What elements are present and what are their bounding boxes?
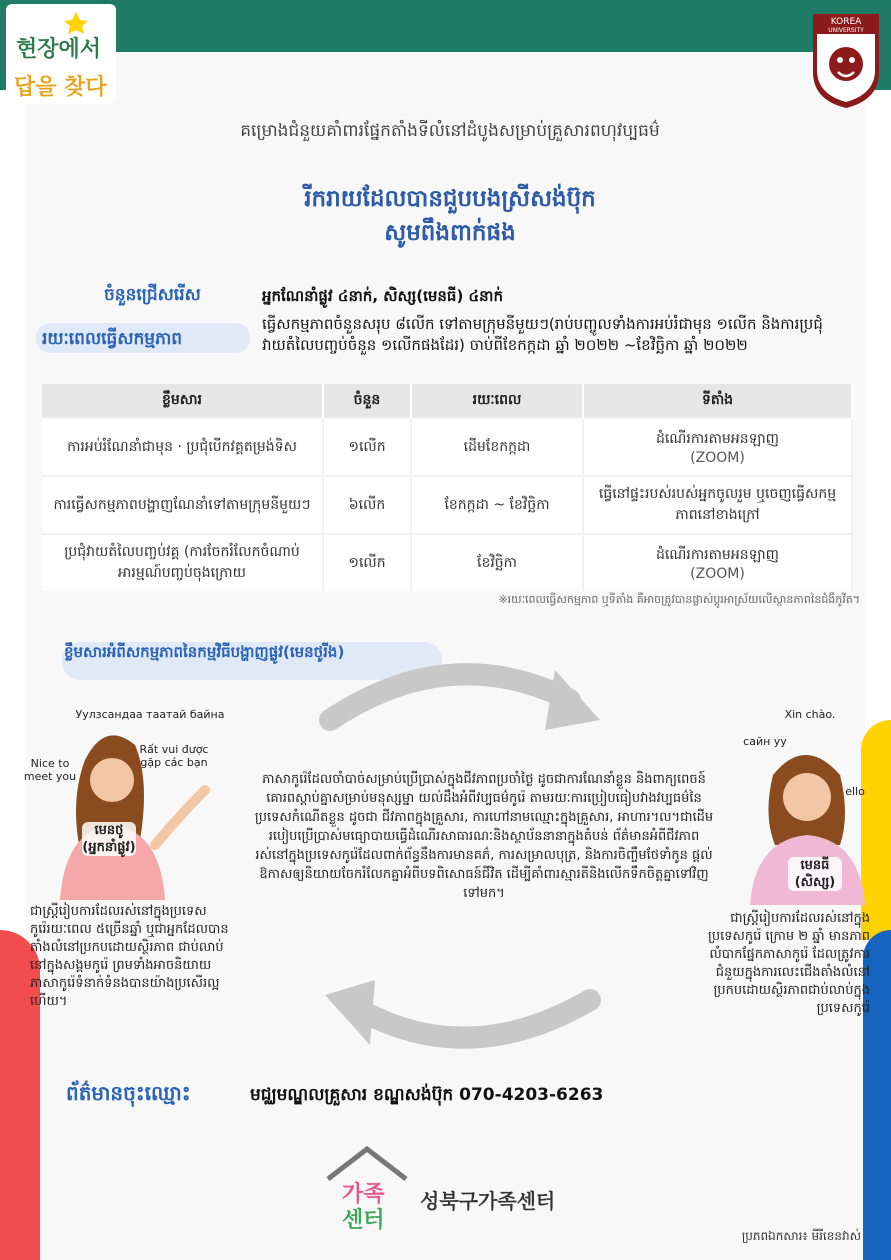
greeting-xinchao: Xin chào.	[784, 708, 836, 721]
cell-content: ការធ្វើសកម្មភាពបង្ហាញណែនាំទៅតាមក្រុមនីមួយៗ	[42, 476, 323, 534]
col-header-content: ខ្លឹមសារ	[42, 384, 323, 418]
title-line-1: រីករាយដែលបានជួបបងស្រីសង់ប៊ុក	[304, 186, 596, 212]
svg-text:센터: 센터	[342, 1208, 385, 1230]
greeting-mongolian-2: сайн уу	[743, 735, 787, 748]
table-row	[42, 418, 852, 476]
cell-place	[583, 476, 852, 534]
cell-period: ខែកក្កដា ~ ខែវិច្ឆិកា	[411, 476, 583, 534]
section-label: ខ្លឹមសារអំពីសកម្មភាពនៃកម្មវិធីបង្ហាញផ្លូវ(មេនថូរីង)	[64, 643, 345, 661]
korea-university-logo	[811, 12, 881, 110]
place-text: ដំណើរការតាមអនឡាញ	[655, 430, 780, 447]
cell-content: ប្រជុំវាយតំលៃបញ្ចប់វគ្គ (ការចែករំលែកចំណាប់អារម្មណ៍បញ្ចប់ចុងក្រោយ	[42, 534, 323, 591]
schedule-note: ※រយៈពេលធ្វើសកម្មភាព ឬទីតាំង គឺអាចត្រូវបានផ្លាស់ប្តូរអាស្រ័យលើស្ថានភាពនៃជំងឺកូវីត។	[498, 593, 860, 606]
svg-text:UNIVERSITY: UNIVERSITY	[828, 27, 864, 34]
title-line-2: សូមពឹងពាក់ផង	[384, 220, 516, 246]
author-credit: ប្រភពឯកសារ៖ មីរីខេនវាស់	[741, 1229, 861, 1243]
greeting-hello: ello	[845, 785, 865, 798]
recruit-label: ចំនួនជ្រើសរើស	[104, 285, 201, 305]
cell-place	[583, 534, 852, 591]
svg-text:가족: 가족	[342, 1182, 385, 1207]
place-zoom: (ZOOM)	[690, 565, 745, 582]
mentee-description: ជាស្ត្រីរៀបការដែលរស់នៅក្នុងប្រទេសកូរ៉េ ក្រោម ២ ឆ្នាំ មានភាពលំបាកផ្នែកភាសាកូរ៉េ ដែលត្រូវការជំនួយក្នុងការលេះជើងតាំងលំនៅប្រកបដោយស្ថិរភាពជាប់លាប់ក្នុងប្រទេសកូរ៉េ	[707, 911, 870, 1016]
registration-value: មជ្ឈមណ្ឌលគ្រួសារ ខណ្ឌសង់ប៊ុក 070-4203-6263	[250, 1085, 604, 1105]
period-label: រយៈពេលធ្វើសកម្មភាព	[42, 329, 183, 349]
col-header-count: ចំនួន	[323, 384, 411, 418]
mentor-description: ជាស្ត្រីរៀបការដែលរស់នៅក្នុងប្រទេសកូរ៉េរយៈពេល ៥ច្រើនឆ្នាំ ឬជាអ្នកដែលបានតាំងលំនៅប្រកបដោយស្ថិរភាព ជាប់លាប់នៅក្នុងសង្គមកូរ៉េ ព្រមទាំងអាចនិយាយភាសាកូរ៉េទំនាក់ទំនងបានយ៉ាងប្រសើរល្អហើយ។	[30, 904, 229, 1009]
table-row	[42, 476, 852, 534]
greeting-vietnamese: Rất vui được gặp các bạn	[139, 743, 209, 769]
cell-count: ១លើក	[323, 418, 411, 476]
activity-description: ភាសាកូរ៉េដែលចាំបាច់សម្រាប់ប្រើប្រាស់ក្នុងជីវភាពប្រចាំថ្ងៃ ដូចជាការណែនាំខ្លួន និងពាក្យពេចន៍គោរពស្តាប់គ្នាសម្រាប់មនុស្សម្នា យល់ដឹងអំពីវប្បធម៌កូរ៉េ តាមរយៈការប្រៀបធៀបវាងវប្បធម៌នៃប្រទេសកំណើតខ្លួន ដូចជា ជីវភាពក្នុងគ្រួសារ, ការហៅនាមឈ្មោះក្នុងគ្រួសារ, អាហារ។ល។ជាដើម របៀបប្រើប្រាស់មធ្យោបាយធ្វើដំណើរសាធារណៈនិងស្ថាប័ននានាក្នុងតំបន់ ព័ត៌មានអំពីជីវភាពរស់នៅក្នុងប្រទេសកូរ៉េដែលពាក់ព័ន្ធនឹងការមានគភ៌, ការសម្រាលបុត្រ, និងការចិញ្ចឹមថែទាំកូន ផ្តល់ឱកាសឲ្យនិយាយចែករំលែកគ្នាអំពីបទពិសោធន៍ជីវិត ដើម្បីគាំពារស្មារតីនិងលើកទឹកចិត្តគ្នាទៅវិញទៅមក។	[254, 772, 714, 901]
mentor-tag: មេនថូ (អ្នកនាំផ្លូវ)	[82, 823, 136, 855]
col-header-place: ទីតាំង	[583, 384, 852, 418]
family-center-logo	[322, 1145, 412, 1230]
program-logo	[6, 4, 116, 104]
family-center-name: 성북구가족센터	[420, 1189, 556, 1213]
place-zoom: (ZOOM)	[690, 449, 745, 466]
place-text: ដំណើរការតាមអនឡាញ	[655, 546, 780, 563]
cell-place	[583, 418, 852, 476]
svg-text:KOREA: KOREA	[830, 17, 862, 27]
greeting-english: Nice to meet you	[23, 757, 77, 783]
col-header-period: រយៈពេល	[411, 384, 583, 418]
registration-label: ព័ត៌មានចុះឈ្មោះ	[66, 1081, 191, 1105]
cell-content: ការអប់រំណែនាំជាមុន · ប្រជុំបើកវគ្គតម្រង់ទិស	[42, 418, 323, 476]
page-title	[120, 182, 780, 250]
place-text: ធ្វើនៅផ្ទះរបស់របស់អ្នកចូលរួម ឬចេញធ្វើសកម្មភាពនៅខាងក្រៅ	[598, 486, 837, 523]
greeting-mongolian: Уулзсандаа таатай байна	[75, 708, 225, 721]
table-row	[42, 534, 852, 591]
cell-count: ១លើក	[323, 534, 411, 591]
mentee-tag: មេនធី (សិស្ស)	[788, 857, 842, 891]
cell-period: ដើមខែកក្កដា	[411, 418, 583, 476]
svg-text:답을 찾다: 답을 찾다	[14, 75, 107, 100]
cell-period: ខែវិច្ឆិកា	[411, 534, 583, 591]
schedule-table	[42, 384, 853, 591]
cell-count: ៦លើក	[323, 476, 411, 534]
project-subtitle: គម្រោងជំនួយគាំពារផ្នែកតាំងទីលំនៅដំបូងសម្រាប់គ្រួសារពហុវប្បធម៌	[240, 121, 660, 141]
period-value: ធ្វើសកម្មភាពចំនួនសរុប ៨លើក ទៅតាមក្រុមនីមួយៗ(រាប់បញ្ចូលទាំងការអប់រំជាមុន ១លើក និងការប្រជុំវាយតំលៃបញ្ចប់ចំនួន ១លើកផងដែរ) ចាប់ពីខែកក្កដា ឆ្នាំ ២០២២ ~ខែវិច្ឆិកា ឆ្នាំ ២០២២	[262, 315, 823, 354]
svg-text:현장에서: 현장에서	[16, 37, 102, 62]
recruit-value: អ្នកណែនាំផ្លូវ ៤នាក់, សិស្ស(មេនធី) ៤នាក់	[262, 287, 503, 305]
